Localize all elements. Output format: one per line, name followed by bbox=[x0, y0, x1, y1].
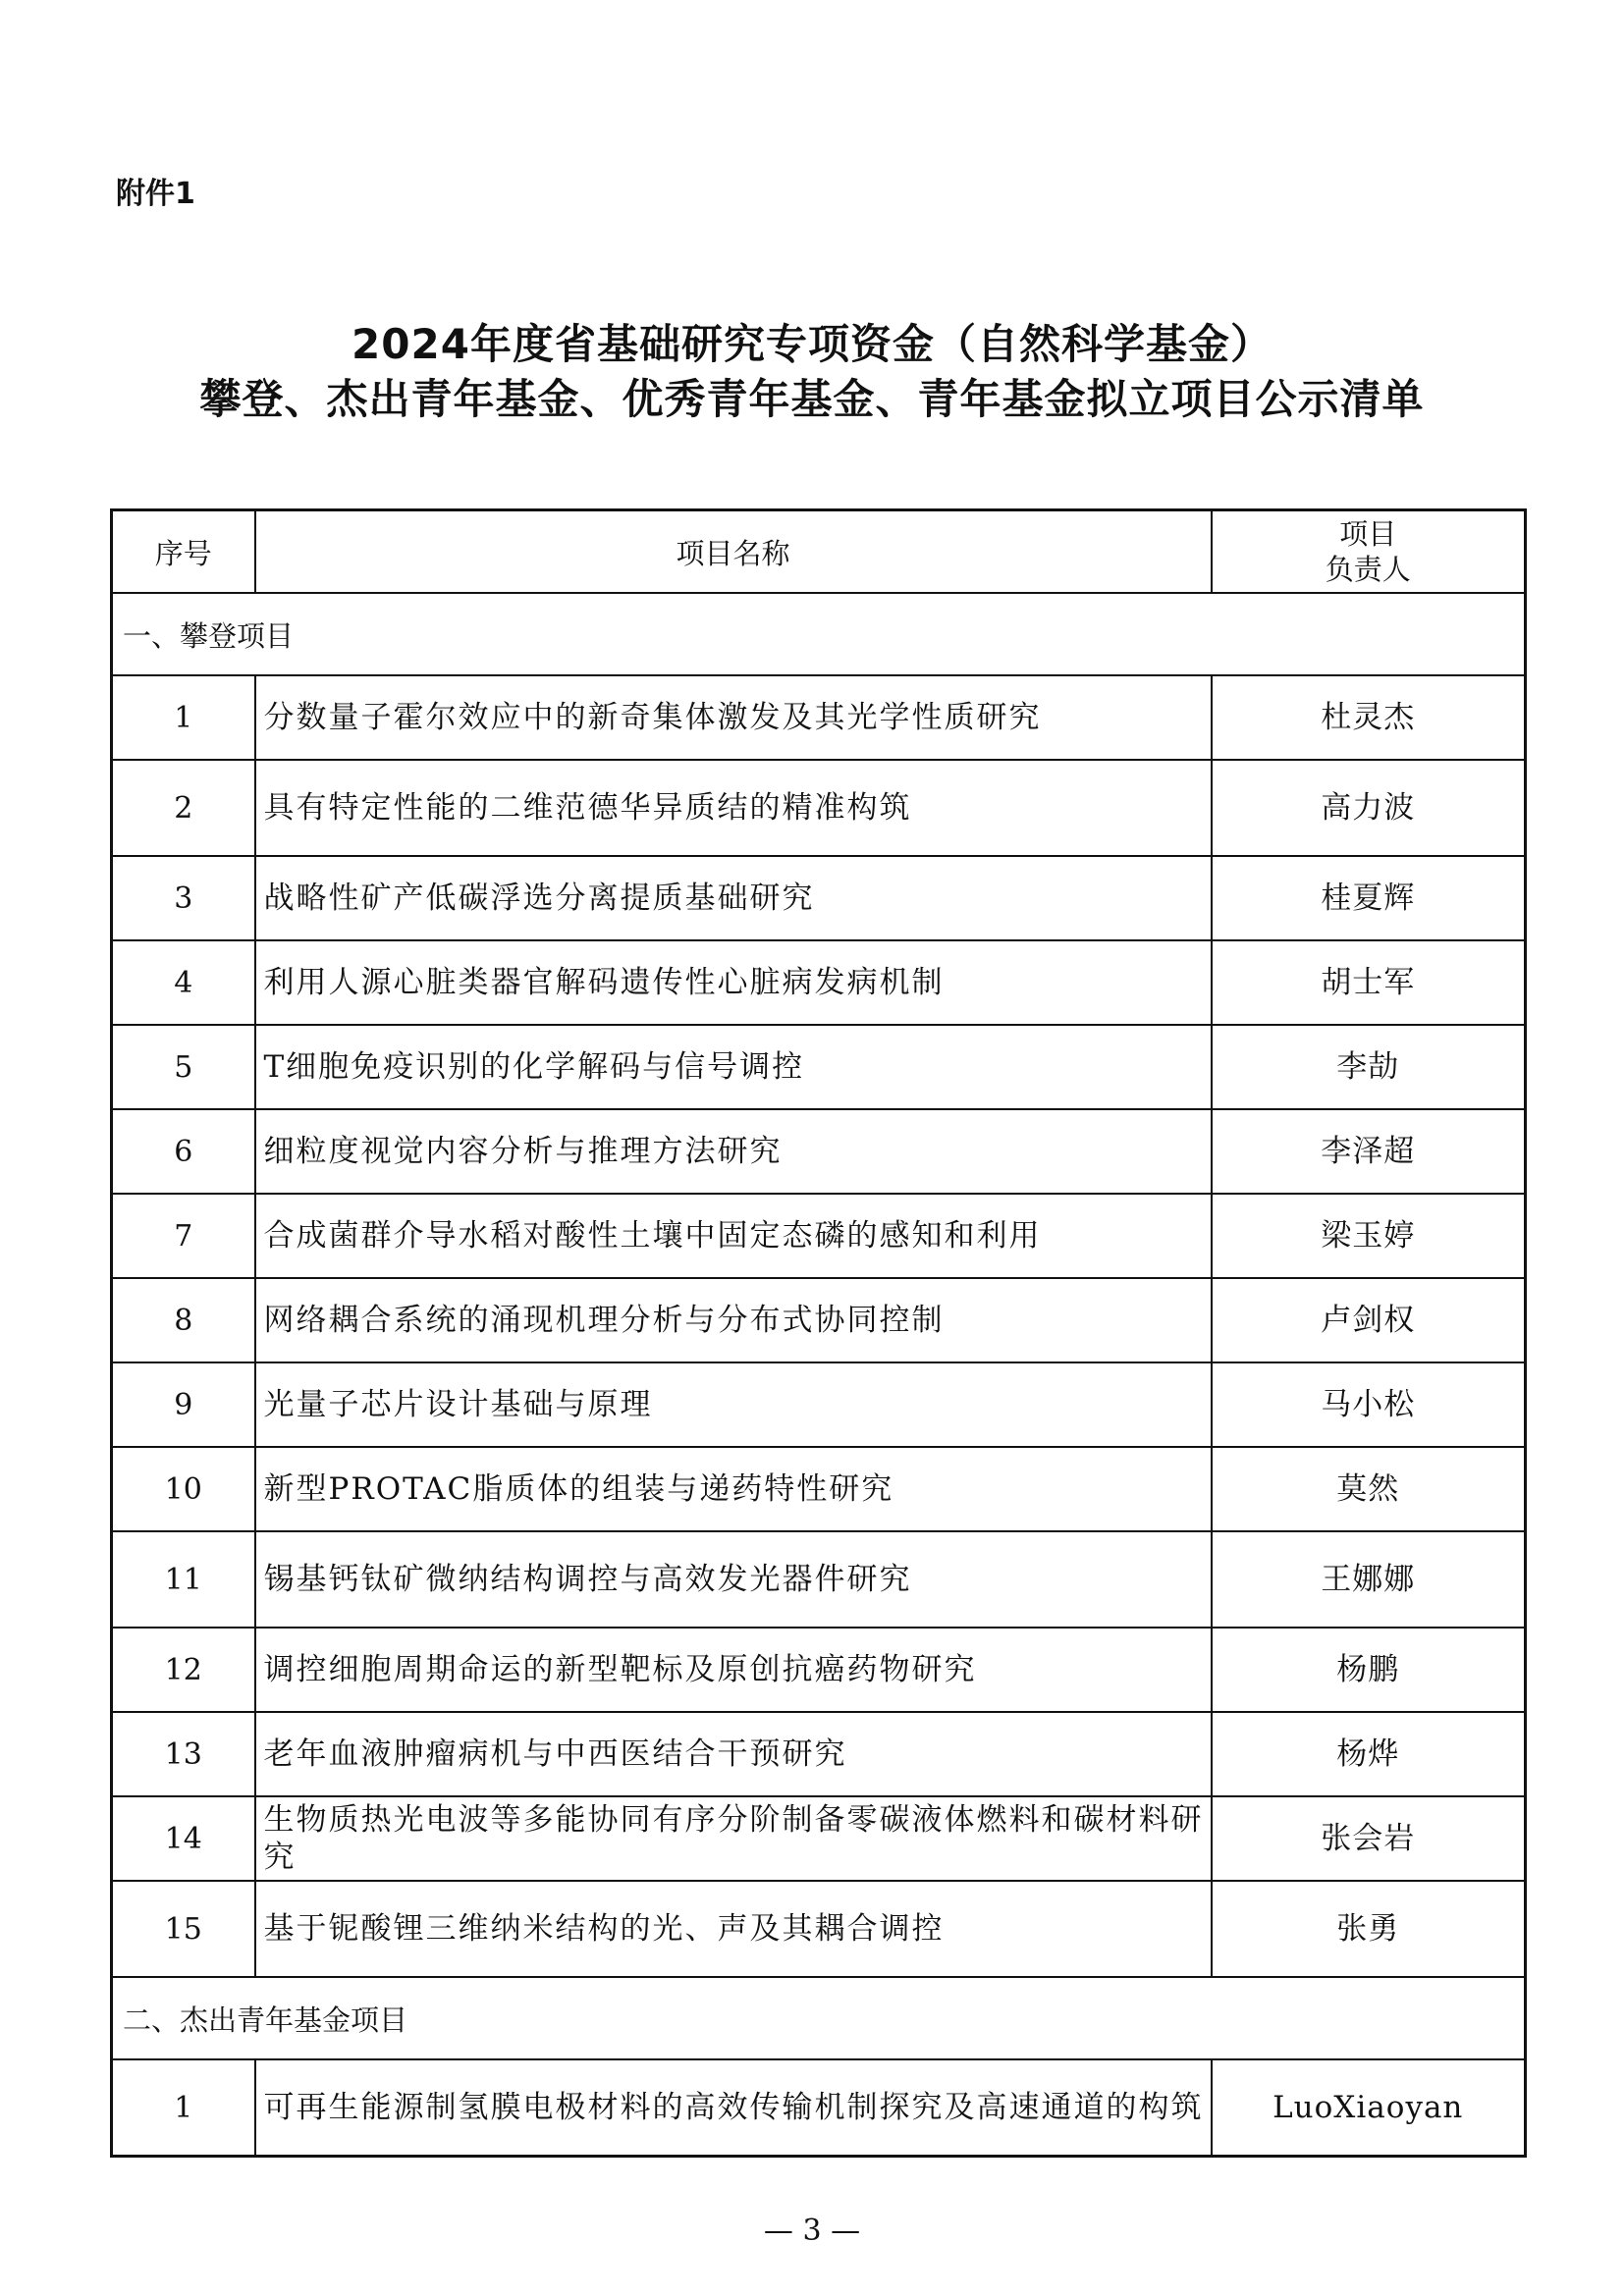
page-title-line2: 攀登、杰出青年基金、优秀青年基金、青年基金拟立项目公示清单 bbox=[199, 375, 1425, 423]
row-project-name: 具有特定性能的二维范德华异质结的精准构筑 bbox=[255, 760, 1212, 856]
row-lead: 张勇 bbox=[1212, 1881, 1526, 1977]
annex-label: 附件1 bbox=[116, 177, 195, 211]
header-project-name: 项目名称 bbox=[255, 510, 1212, 594]
table-row bbox=[112, 675, 1526, 760]
table-row bbox=[112, 760, 1526, 856]
row-project-name: 生物质热光电波等多能协同有序分阶制备零碳液体燃料和碳材料研究 bbox=[255, 1796, 1212, 1881]
row-lead: 李泽超 bbox=[1212, 1109, 1526, 1194]
row-lead: 马小松 bbox=[1212, 1362, 1526, 1447]
row-seq: 6 bbox=[112, 1109, 255, 1194]
row-lead: 张会岩 bbox=[1212, 1796, 1526, 1881]
row-seq: 3 bbox=[112, 856, 255, 940]
table-row bbox=[112, 1628, 1526, 1712]
row-seq: 9 bbox=[112, 1362, 255, 1447]
section-title: 二、杰出青年基金项目 bbox=[112, 1977, 1526, 2059]
section-row-climbing bbox=[112, 593, 1526, 675]
row-project-name: 基于铌酸锂三维纳米结构的光、声及其耦合调控 bbox=[255, 1881, 1212, 1977]
page-number: — 3 — bbox=[763, 2214, 861, 2248]
row-seq: 13 bbox=[112, 1712, 255, 1796]
table-row bbox=[112, 1362, 1526, 1447]
table-row bbox=[112, 1712, 1526, 1796]
row-lead: 莫然 bbox=[1212, 1447, 1526, 1531]
row-lead: 卢剑权 bbox=[1212, 1278, 1526, 1362]
row-project-name: 网络耦合系统的涌现机理分析与分布式协同控制 bbox=[255, 1278, 1212, 1362]
row-seq: 10 bbox=[112, 1447, 255, 1531]
row-project-name: 分数量子霍尔效应中的新奇集体激发及其光学性质研究 bbox=[255, 675, 1212, 760]
row-project-name: 光量子芯片设计基础与原理 bbox=[255, 1362, 1212, 1447]
table-row bbox=[112, 1531, 1526, 1628]
section-row-outstanding-youth bbox=[112, 1977, 1526, 2059]
table-row bbox=[112, 2059, 1526, 2157]
row-seq: 14 bbox=[112, 1796, 255, 1881]
row-seq: 1 bbox=[112, 2059, 255, 2157]
row-project-name: 新型PROTAC脂质体的组装与递药特性研究 bbox=[255, 1447, 1212, 1531]
table-row bbox=[112, 1796, 1526, 1881]
row-project-name: 战略性矿产低碳浮选分离提质基础研究 bbox=[255, 856, 1212, 940]
page-title-line1: 2024年度省基础研究专项资金（自然科学基金） bbox=[352, 320, 1272, 368]
row-project-name: 细粒度视觉内容分析与推理方法研究 bbox=[255, 1109, 1212, 1194]
row-seq: 1 bbox=[112, 675, 255, 760]
row-lead: 桂夏辉 bbox=[1212, 856, 1526, 940]
row-project-name: 利用人源心脏类器官解码遗传性心脏病发病机制 bbox=[255, 940, 1212, 1025]
row-project-name: 调控细胞周期命运的新型靶标及原创抗癌药物研究 bbox=[255, 1628, 1212, 1712]
row-seq: 4 bbox=[112, 940, 255, 1025]
header-lead-line1: 项目 bbox=[1339, 517, 1397, 551]
row-lead: 杨鹏 bbox=[1212, 1628, 1526, 1712]
table-row bbox=[112, 856, 1526, 940]
header-lead-line2: 负责人 bbox=[1325, 553, 1411, 586]
table-row bbox=[112, 1025, 1526, 1109]
row-seq: 5 bbox=[112, 1025, 255, 1109]
row-seq: 7 bbox=[112, 1194, 255, 1278]
row-seq: 2 bbox=[112, 760, 255, 856]
row-lead bbox=[1212, 2059, 1526, 2157]
table-row bbox=[112, 940, 1526, 1025]
table-row bbox=[112, 1447, 1526, 1531]
row-lead: 杜灵杰 bbox=[1212, 675, 1526, 760]
row-seq: 12 bbox=[112, 1628, 255, 1712]
row-lead: 李劼 bbox=[1212, 1025, 1526, 1109]
row-project-name: 老年血液肿瘤病机与中西医结合干预研究 bbox=[255, 1712, 1212, 1796]
row-project-name: 合成菌群介导水稻对酸性土壤中固定态磷的感知和利用 bbox=[255, 1194, 1212, 1278]
header-lead bbox=[1212, 510, 1526, 594]
table-row bbox=[112, 1881, 1526, 1977]
row-lead-text: LuoXiaoyan bbox=[1272, 2090, 1464, 2125]
project-table bbox=[110, 508, 1527, 2158]
header-seq: 序号 bbox=[112, 510, 255, 594]
row-project-name: 可再生能源制氢膜电极材料的高效传输机制探究及高速通道的构筑 bbox=[255, 2059, 1212, 2157]
row-lead: 梁玉婷 bbox=[1212, 1194, 1526, 1278]
row-lead: 杨烨 bbox=[1212, 1712, 1526, 1796]
table-row bbox=[112, 1278, 1526, 1362]
row-lead: 王娜娜 bbox=[1212, 1531, 1526, 1628]
row-seq: 15 bbox=[112, 1881, 255, 1977]
row-seq: 8 bbox=[112, 1278, 255, 1362]
section-title: 一、攀登项目 bbox=[112, 593, 1526, 675]
row-project-name: 锡基钙钛矿微纳结构调控与高效发光器件研究 bbox=[255, 1531, 1212, 1628]
table-row bbox=[112, 1109, 1526, 1194]
row-project-name: T细胞免疫识别的化学解码与信号调控 bbox=[255, 1025, 1212, 1109]
row-lead: 高力波 bbox=[1212, 760, 1526, 856]
table-row bbox=[112, 1194, 1526, 1278]
row-seq: 11 bbox=[112, 1531, 255, 1628]
row-lead: 胡士军 bbox=[1212, 940, 1526, 1025]
table-header-row bbox=[112, 510, 1526, 594]
